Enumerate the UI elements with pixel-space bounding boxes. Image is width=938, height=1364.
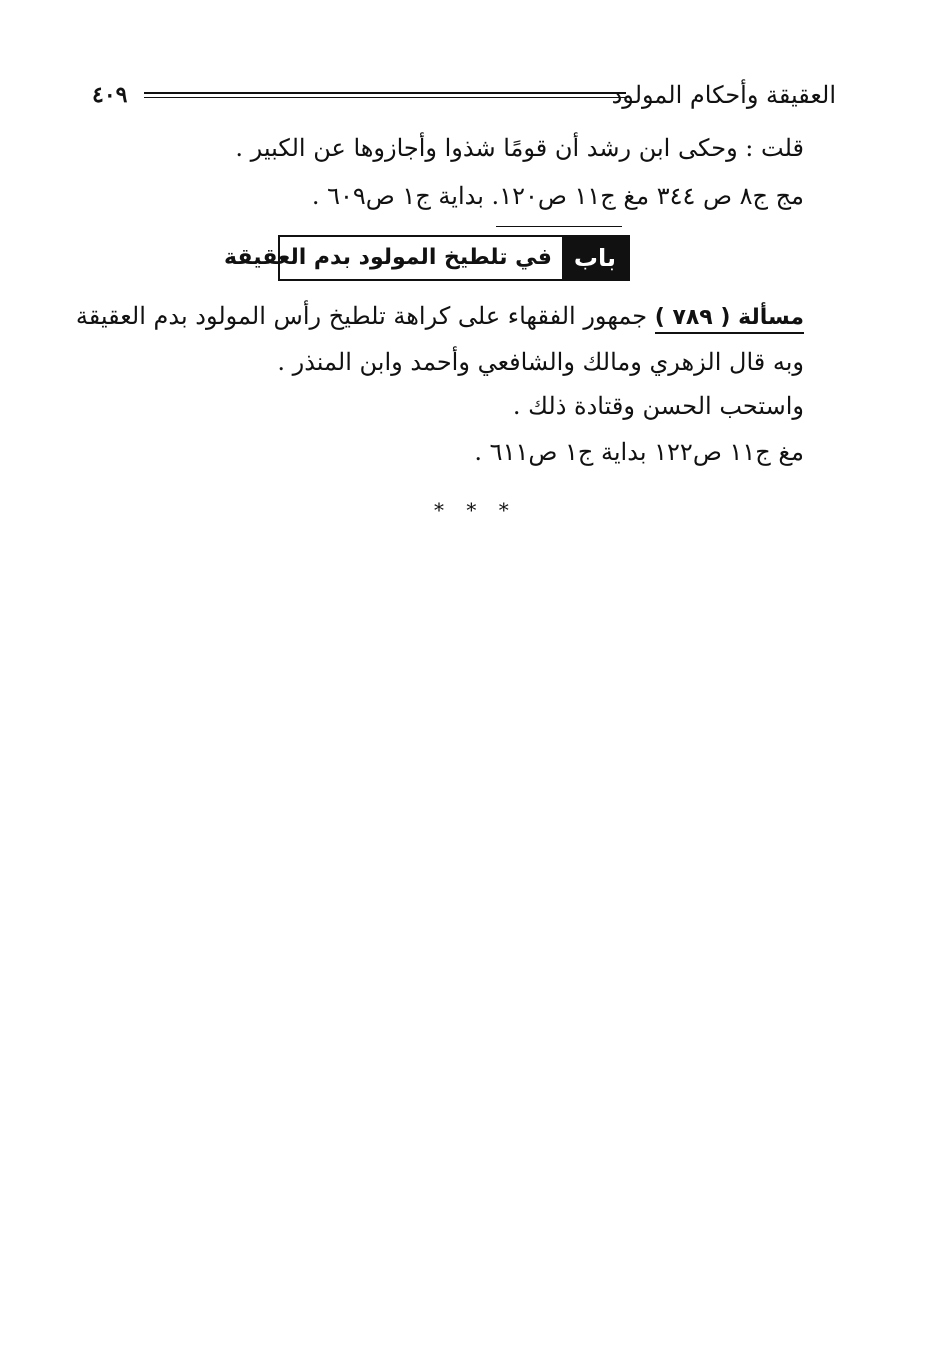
body-line-quote: قلت : وحكى ابن رشد أن قومًا شذوا وأجازوها عن الكبير . [235, 134, 804, 162]
running-header [92, 78, 836, 112]
body-line-references: مج ج٨ ص ٣٤٤ مغ ج١١ ص١٢٠. بداية ج١ ص٦٠٩ . [311, 182, 804, 210]
body-line-recommended: واستحب الحسن وقتادة ذلك . [512, 392, 804, 420]
body-line-scholars: وبه قال الزهري ومالك والشافعي وأحمد وابن المنذر . [277, 348, 804, 376]
page-number: ٤٠٩ [92, 82, 128, 108]
chapter-heading-box [224, 235, 630, 281]
issue-line [76, 298, 804, 336]
chapter-label: باب [562, 237, 628, 279]
body-line-references-2: مغ ج١١ ص١٢٢ بداية ج١ ص٦١١ . [474, 438, 804, 466]
running-header-title: العقيقة وأحكام المولود [611, 81, 836, 109]
issue-text: جمهور الفقهاء على كراهة تلطيخ رأس المولود بدم العقيقة [75, 302, 648, 330]
section-separator-stars: * * * [434, 498, 517, 522]
issue-label: مسألة ( ٧٨٩ ) [655, 305, 804, 334]
chapter-heading: في تلطيخ المولود بدم العقيقة [224, 245, 552, 270]
header-rule-thin [144, 97, 626, 98]
header-rule [144, 92, 626, 94]
section-divider [496, 226, 622, 227]
